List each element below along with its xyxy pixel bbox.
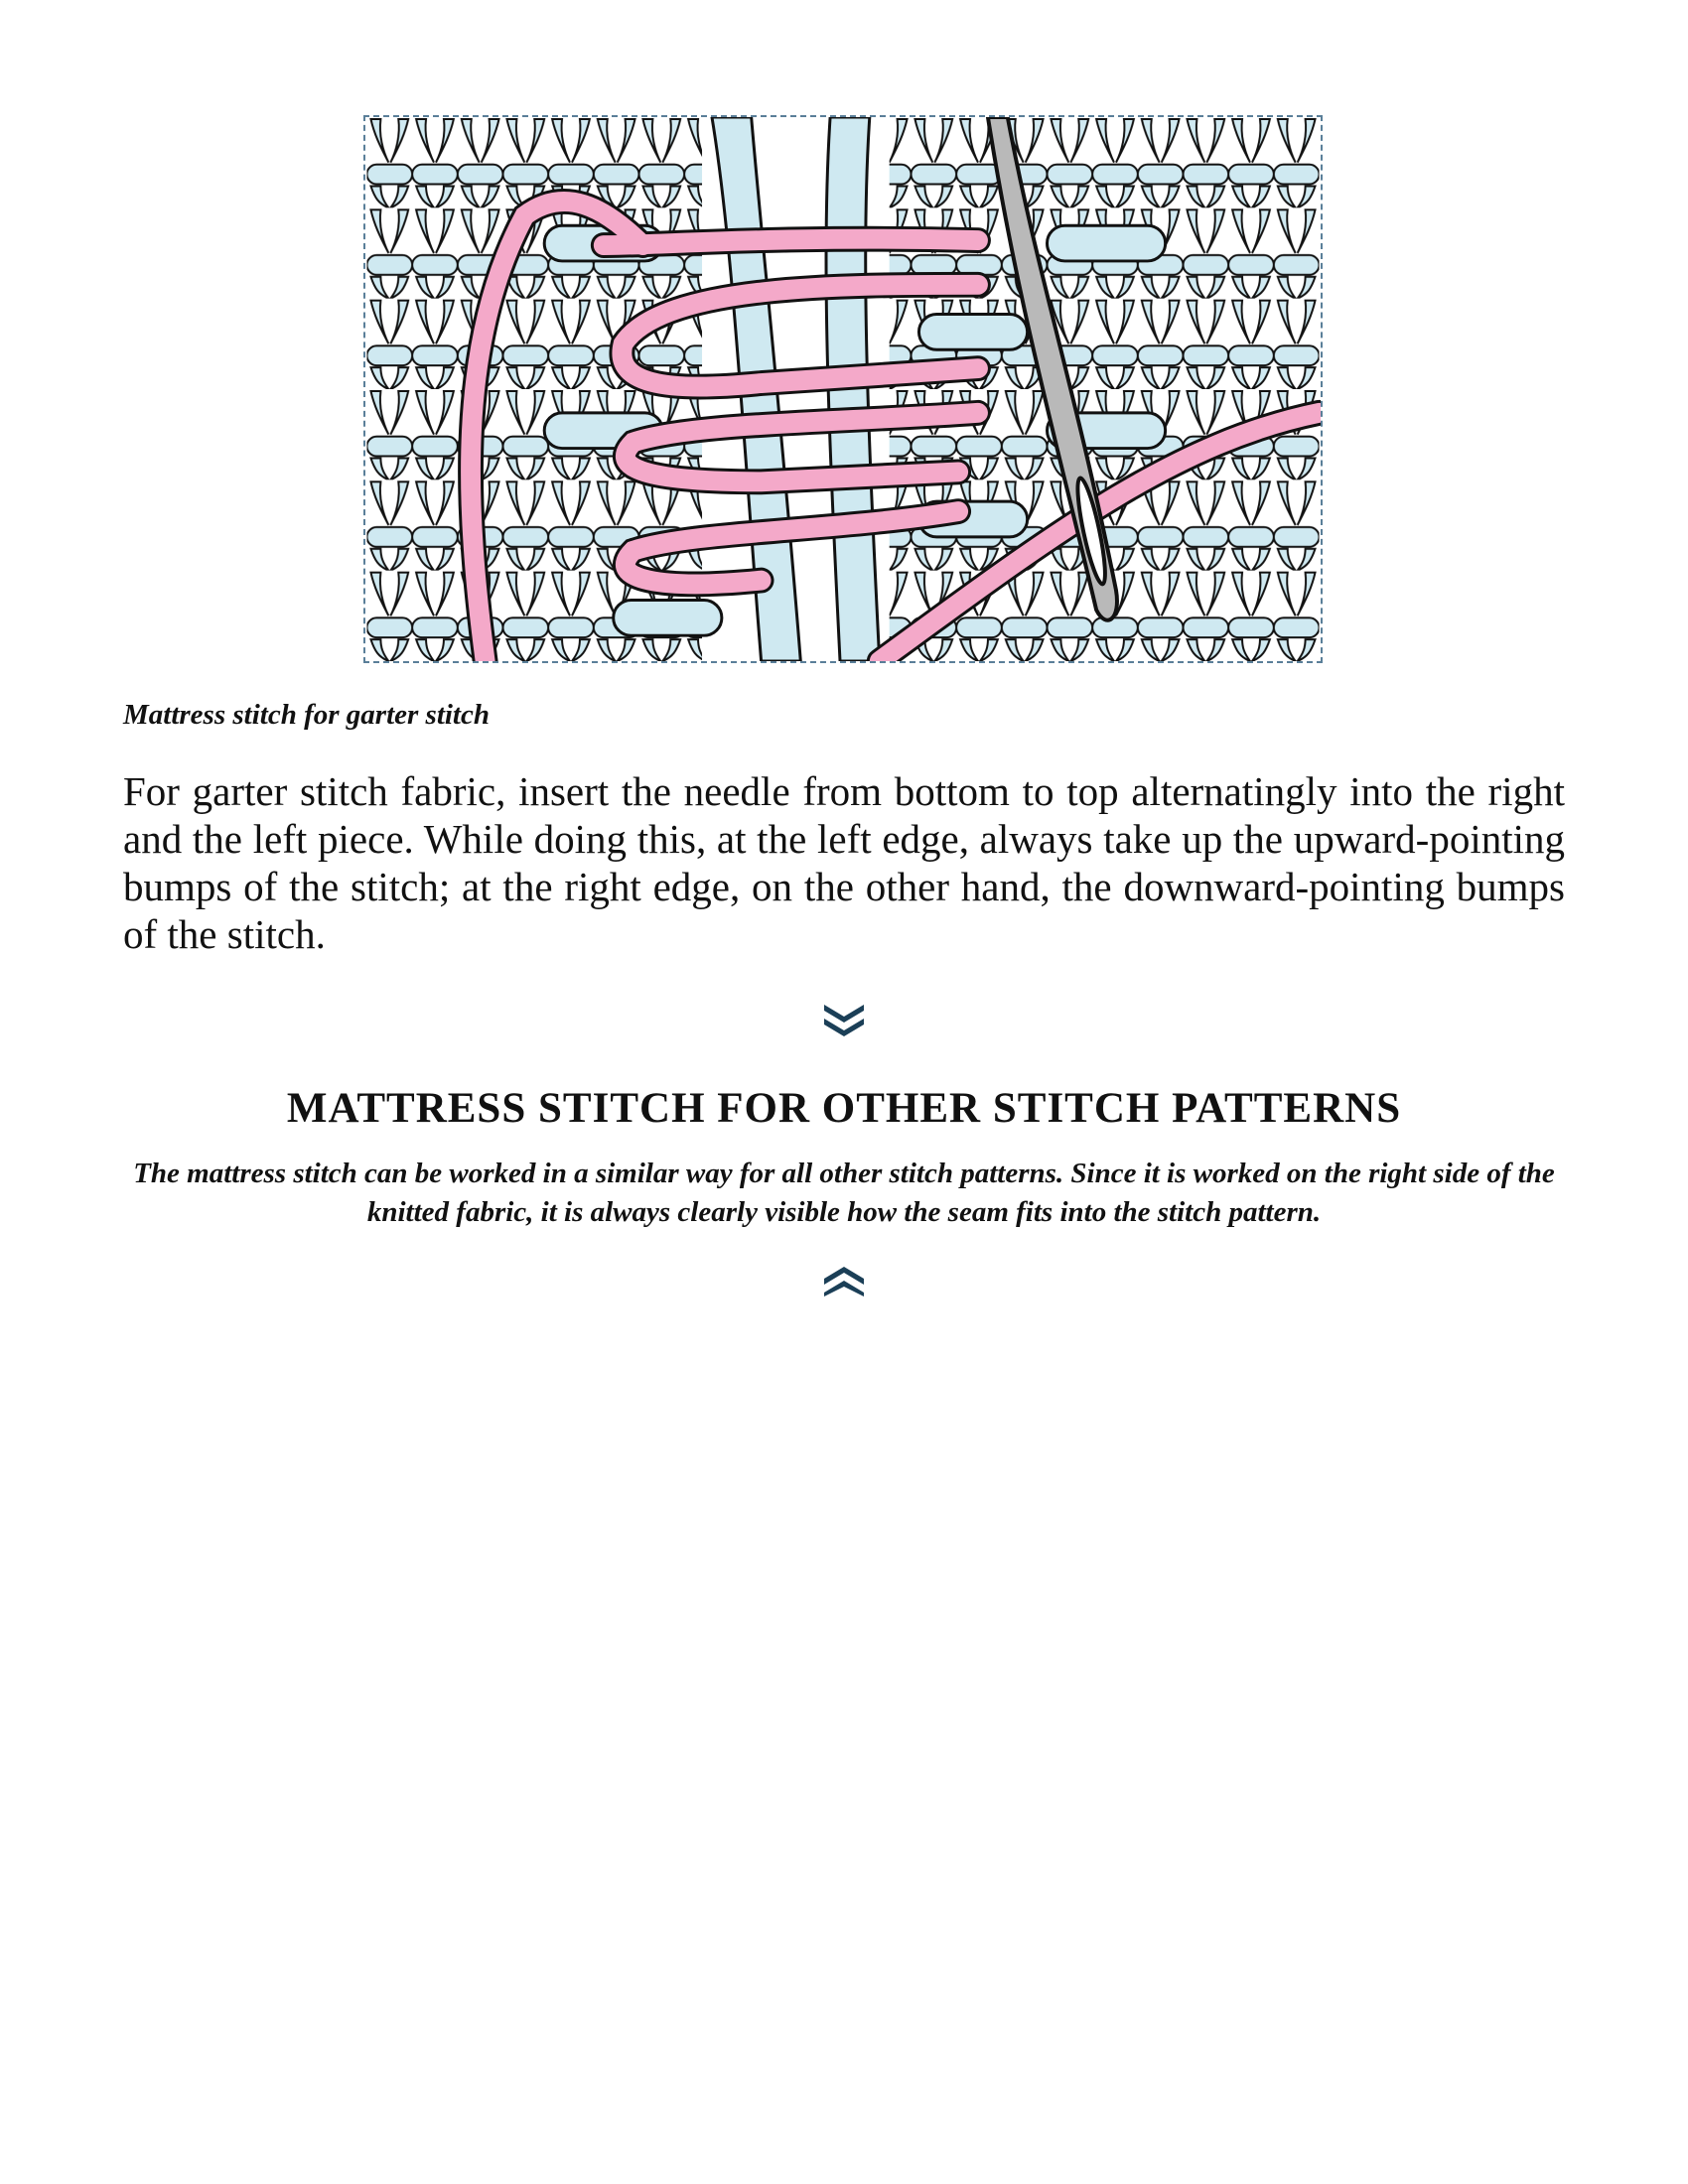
knitting-diagram-icon [365, 117, 1321, 661]
mattress-stitch-illustration [363, 115, 1323, 663]
figure-caption: Mattress stitch for garter stitch [123, 699, 490, 731]
double-chevron-down-icon [820, 1001, 868, 1040]
body-paragraph: For garter stitch fabric, insert the needle from bottom to top alternatingly into the right and the left piece. While doing this, at the left edge, always take up the upward-pointing bumps of the stitch; at the right edge, on the other hand, the downward-pointing bumps of the stitch. [123, 768, 1565, 957]
section-title: MATTRESS STITCH FOR OTHER STITCH PATTERNS [286, 1085, 1402, 1132]
section-intro: The mattress stitch can be worked in a similar way for all other stitch patterns. Since it is worked on the right side of the knitted fabric, it is always clearly visible how the seam fits into the stitch pattern. [133, 1158, 1555, 1228]
double-chevron-up-icon [820, 1257, 868, 1297]
